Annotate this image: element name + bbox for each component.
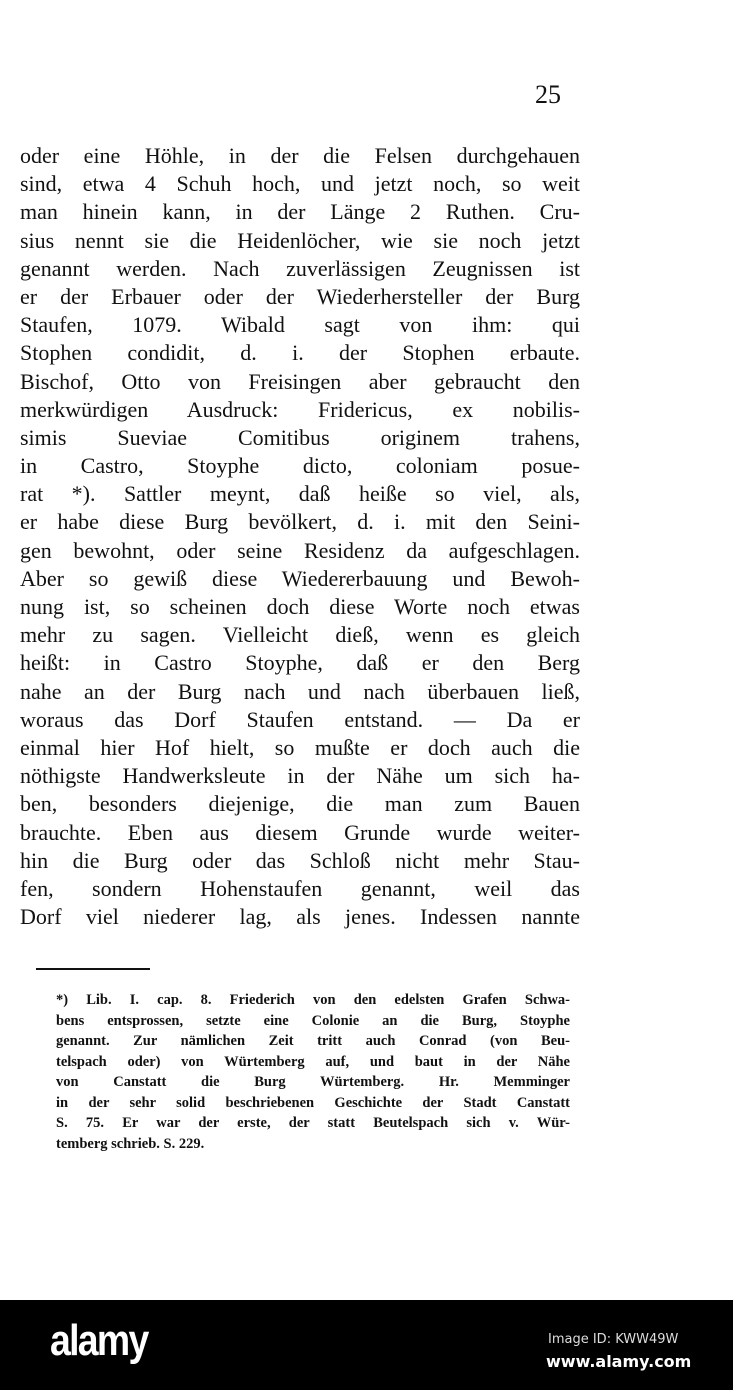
text-line: simis Sueviae Comitibus originem trahens, bbox=[20, 424, 580, 450]
site-url: www.alamy.com bbox=[546, 1352, 692, 1371]
text-line: einmal hier Hof hielt, so mußte er doch auch die bbox=[20, 734, 580, 760]
text-line: nahe an der Burg nach und nach überbauen ließ, bbox=[20, 678, 580, 704]
text-line: rat *). Sattler meynt, daß heiße so viel, als, bbox=[20, 481, 580, 507]
text-line: Dorf viel niederer lag, als jenes. Indessen nannte bbox=[20, 904, 580, 930]
text-line: man hinein kann, in der Länge 2 Ruthen. Cru- bbox=[20, 199, 580, 225]
text-line: heißt: in Castro Stoyphe, daß er den Berg bbox=[20, 650, 580, 676]
footnote-line: telspach oder) von Würtemberg auf, und baut in der Nähe bbox=[56, 1053, 570, 1070]
footnote-line: von Canstatt die Burg Würtemberg. Hr. Memminger bbox=[56, 1074, 570, 1090]
alamy-logo: alamy bbox=[50, 1316, 148, 1365]
text-line: brauchte. Eben aus diesem Grunde wurde weiter- bbox=[20, 819, 580, 845]
footnote-line: *) Lib. I. cap. 8. Friederich von den edelsten Grafen Schwa- bbox=[56, 992, 570, 1008]
footnote-divider bbox=[36, 968, 150, 970]
text-line: mehr zu sagen. Vielleicht dieß, wenn es gleich bbox=[20, 622, 580, 648]
text-line: sind, etwa 4 Schuh hoch, und jetzt noch, so weit bbox=[20, 171, 580, 197]
footnote bbox=[56, 990, 570, 1154]
text-line: er habe diese Burg bevölkert, d. i. mit den Seini- bbox=[20, 509, 580, 535]
footnote-line: bens entsprossen, setzte eine Colonie an die Burg, Stoyphe bbox=[56, 1012, 570, 1029]
text-line: Staufen, 1079. Wibald sagt von ihm: qui bbox=[20, 312, 580, 338]
text-line: Stophen condidit, d. i. der Stophen erbaute. bbox=[20, 340, 580, 366]
text-line: nöthigste Handwerksleute in der Nähe um sich ha- bbox=[20, 763, 580, 789]
text-line: fen, sondern Hohenstaufen genannt, weil das bbox=[20, 875, 580, 901]
image-id: Image ID: KWW49W bbox=[548, 1332, 679, 1347]
text-line: sius nennt sie die Heidenlöcher, wie sie noch jetzt bbox=[20, 227, 580, 253]
text-line: merkwürdigen Ausdruck: Fridericus, ex nobilis- bbox=[20, 396, 580, 422]
text-line: nung ist, so scheinen doch diese Worte noch etwas bbox=[20, 594, 580, 619]
footnote-line: S. 75. Er war der erste, der statt Beutelspach sich v. Wür- bbox=[56, 1115, 570, 1131]
text-line: in Castro, Stoyphe dicto, coloniam posue- bbox=[20, 453, 580, 479]
footnote-line: temberg schrieb. S. 229. bbox=[56, 1135, 205, 1152]
text-line: genannt werden. Nach zuverlässigen Zeugnissen ist bbox=[20, 255, 580, 281]
text-line: Bischof, Otto von Freisingen aber gebraucht den bbox=[20, 368, 580, 394]
text-line: woraus das Dorf Staufen entstand. — Da er bbox=[20, 706, 580, 732]
watermark-bar bbox=[0, 1300, 733, 1390]
main-text bbox=[20, 142, 580, 931]
text-line: er der Erbauer oder der Wiederhersteller der Burg bbox=[20, 283, 580, 309]
text-line: oder eine Höhle, in der die Felsen durchgehauen bbox=[20, 143, 580, 168]
page-number: 25 bbox=[535, 80, 561, 109]
text-line: Aber so gewiß diese Wiedererbauung und Bewoh- bbox=[20, 565, 580, 591]
text-line: gen bewohnt, oder seine Residenz da aufgeschlagen. bbox=[20, 537, 580, 563]
footnote-line: genannt. Zur nämlichen Zeit tritt auch Conrad (von Beu- bbox=[56, 1033, 570, 1049]
text-line: hin die Burg oder das Schloß nicht mehr Stau- bbox=[20, 847, 580, 873]
text-line: ben, besonders diejenige, die man zum Bauen bbox=[20, 791, 580, 817]
footnote-line: in der sehr solid beschriebenen Geschichte der Stadt Canstatt bbox=[56, 1094, 570, 1111]
